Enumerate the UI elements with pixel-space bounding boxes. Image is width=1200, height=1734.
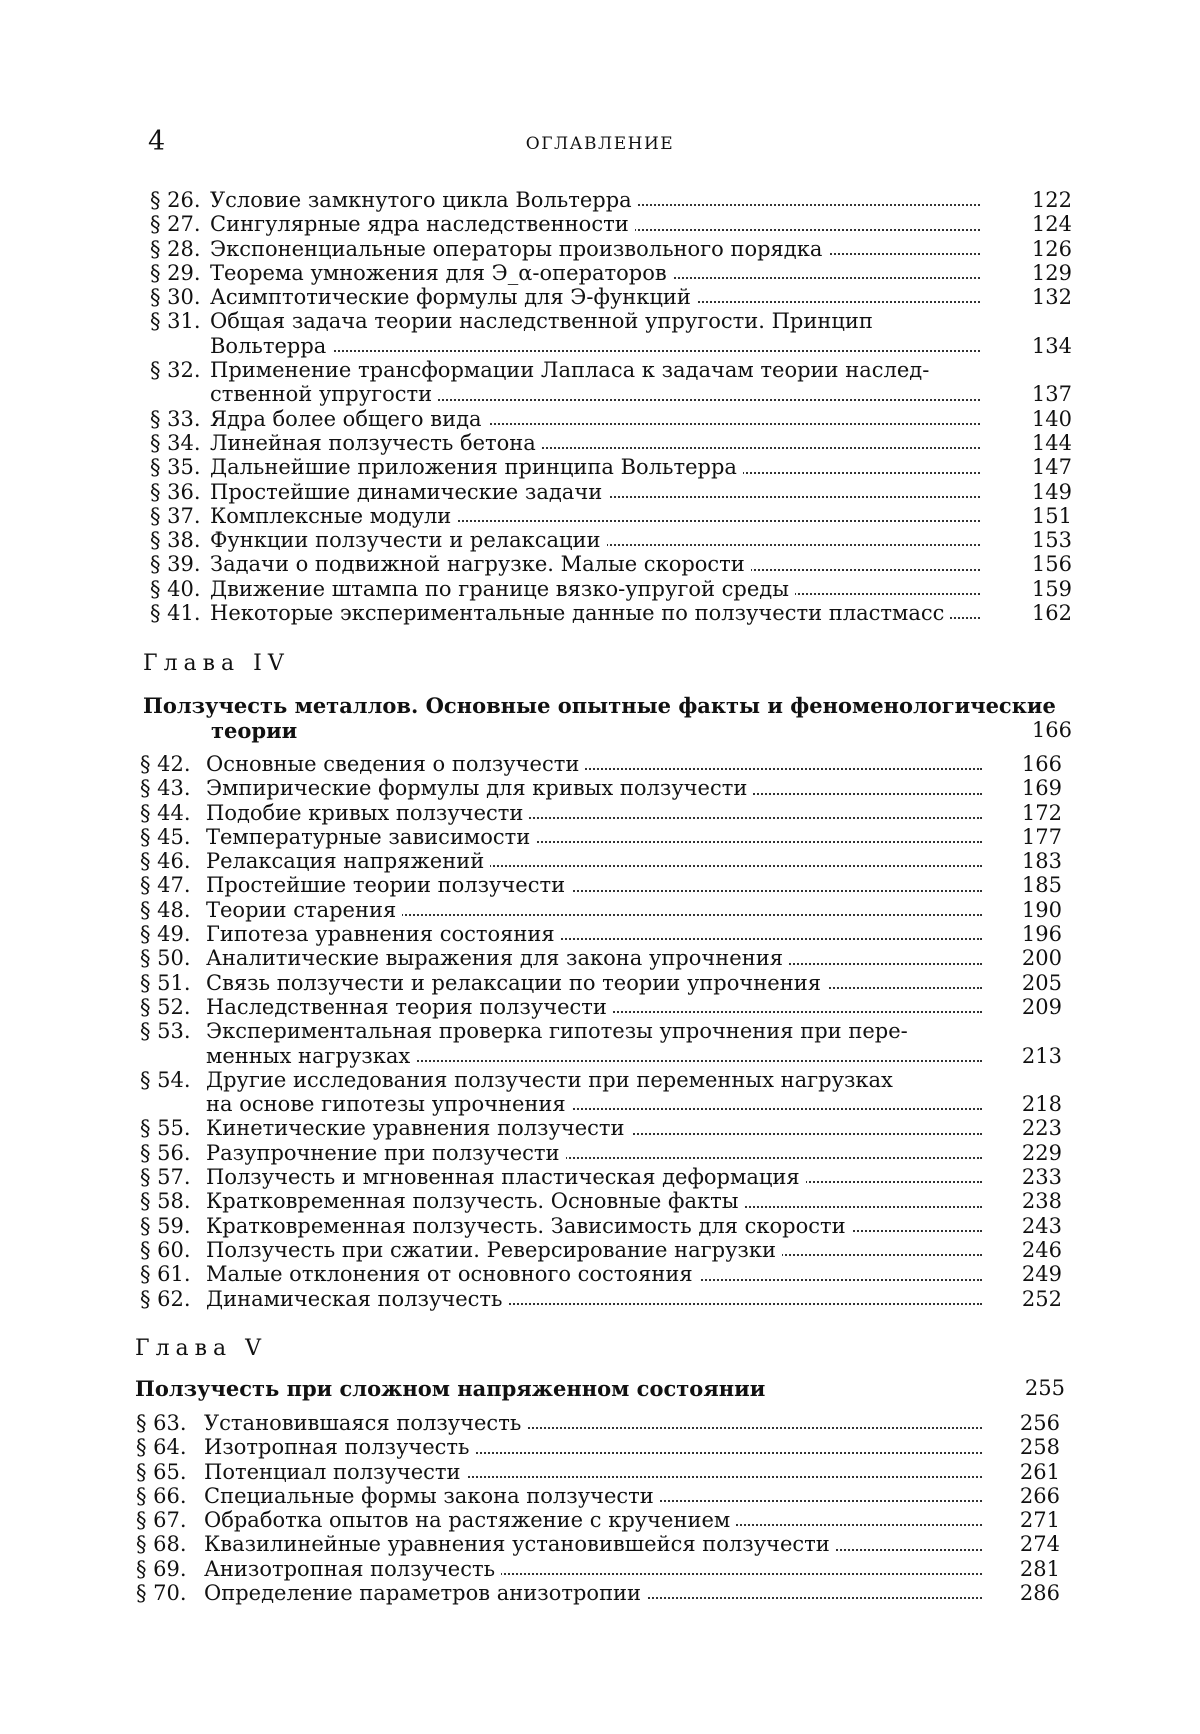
section-number: § 55. bbox=[140, 1116, 191, 1141]
page-ref: 196 bbox=[1021, 922, 1062, 947]
toc-entry bbox=[0, 1435, 1200, 1459]
section-number: § 30. bbox=[150, 285, 201, 310]
entry-title-wrap bbox=[210, 237, 980, 261]
toc-entry bbox=[0, 188, 1200, 212]
entry-title: Аналитические выражения для закона упрочнения bbox=[206, 946, 789, 970]
entry-title-wrap bbox=[210, 504, 980, 528]
entry-title: Малые отклонения от основного состояния bbox=[206, 1262, 699, 1286]
page-ref: 246 bbox=[1021, 1237, 1062, 1262]
toc-entry bbox=[0, 1019, 1200, 1043]
entry-title: Связь ползучести и релаксации по теории упрочнения bbox=[206, 971, 827, 995]
toc-entry bbox=[0, 1484, 1200, 1508]
entry-title-wrap bbox=[206, 898, 982, 922]
toc-entry bbox=[0, 431, 1200, 455]
toc-entry bbox=[0, 873, 1200, 897]
section-number: § 42. bbox=[140, 752, 191, 776]
entry-title-wrap bbox=[206, 946, 982, 970]
toc-entry bbox=[0, 504, 1200, 528]
section-number: § 26. bbox=[150, 188, 201, 212]
entry-title-wrap bbox=[206, 995, 982, 1019]
entry-title-wrap bbox=[204, 1532, 982, 1556]
entry-title: Кратковременная ползучесть. Основные факты bbox=[206, 1189, 744, 1213]
section-number: § 58. bbox=[140, 1189, 191, 1214]
entry-title-wrap bbox=[210, 382, 980, 406]
entry-title-wrap bbox=[206, 825, 982, 849]
toc-entry bbox=[0, 261, 1200, 285]
entry-title: Определение параметров анизотропии bbox=[204, 1581, 647, 1605]
page-ref: 238 bbox=[1021, 1189, 1062, 1214]
page-ref: 144 bbox=[1031, 430, 1072, 455]
toc-entry bbox=[0, 1508, 1200, 1532]
toc-entry bbox=[0, 922, 1200, 946]
section-number: § 31. bbox=[150, 309, 201, 334]
entry-title: Комплексные модули bbox=[210, 504, 457, 528]
entry-title: Некоторые экспериментальные данные по ползучести пластмасс bbox=[210, 601, 950, 625]
page-ref: 129 bbox=[1031, 260, 1072, 285]
entry-title: Другие исследования ползучести при переменных нагрузках bbox=[206, 1068, 899, 1092]
entry-title: Гипотеза уравнения состояния bbox=[206, 922, 561, 946]
toc-entry bbox=[0, 309, 1200, 333]
entry-title: Обработка опытов на растяжение с кручением bbox=[204, 1508, 736, 1532]
entry-title: Теорема умножения для Э_α-операторов bbox=[210, 261, 673, 285]
entry-title-wrap bbox=[210, 261, 980, 285]
section-number: § 54. bbox=[140, 1067, 191, 1092]
toc-entry bbox=[0, 849, 1200, 873]
page-ref: 256 bbox=[1019, 1411, 1060, 1435]
section-number: § 56. bbox=[140, 1140, 191, 1165]
page-ref: 177 bbox=[1021, 824, 1062, 849]
page-ref: 132 bbox=[1031, 285, 1072, 310]
entry-title-wrap bbox=[206, 1141, 982, 1165]
entry-title: Изотропная ползучесть bbox=[204, 1435, 475, 1459]
section-number: § 45. bbox=[140, 824, 191, 849]
entry-title: ственной упругости bbox=[210, 382, 438, 406]
section-number: § 51. bbox=[140, 970, 191, 995]
entry-title: Простейшие теории ползучести bbox=[206, 873, 571, 897]
toc-entry bbox=[0, 995, 1200, 1019]
page-ref: 122 bbox=[1031, 188, 1072, 212]
section-number: § 64. bbox=[136, 1435, 187, 1460]
toc-entry bbox=[0, 601, 1200, 625]
section-number: § 44. bbox=[140, 800, 191, 825]
entry-title: на основе гипотезы упрочнения bbox=[206, 1092, 572, 1116]
toc-entry bbox=[0, 577, 1200, 601]
toc-entry bbox=[0, 1532, 1200, 1556]
section-number: § 68. bbox=[136, 1532, 187, 1557]
section-number: § 36. bbox=[150, 479, 201, 504]
section-number: § 40. bbox=[150, 576, 201, 601]
toc-entry bbox=[0, 528, 1200, 552]
page-header bbox=[0, 126, 1200, 166]
toc-entry bbox=[0, 898, 1200, 922]
chapter-page-number: 255 bbox=[1024, 1376, 1065, 1400]
page-ref: 185 bbox=[1021, 873, 1062, 898]
page-ref: 162 bbox=[1031, 601, 1072, 626]
page-ref: 281 bbox=[1019, 1556, 1060, 1581]
toc-entry bbox=[0, 1262, 1200, 1286]
entry-title-wrap bbox=[204, 1484, 982, 1508]
section-number: § 28. bbox=[150, 236, 201, 261]
page-ref: 223 bbox=[1021, 1116, 1062, 1141]
toc-entry bbox=[0, 1044, 1200, 1068]
entry-title-wrap bbox=[206, 1189, 982, 1213]
page-ref: 271 bbox=[1019, 1508, 1060, 1533]
entry-title-wrap bbox=[206, 1287, 982, 1311]
entry-title-wrap bbox=[204, 1435, 982, 1459]
entry-title: Линейная ползучесть бетона bbox=[210, 431, 542, 455]
entry-title: Квазилинейные уравнения установившейся ползучести bbox=[204, 1532, 836, 1556]
page-ref: 261 bbox=[1019, 1459, 1060, 1484]
page-ref: 243 bbox=[1021, 1213, 1062, 1238]
section-number: § 47. bbox=[140, 873, 191, 898]
entry-title-wrap bbox=[206, 752, 982, 776]
toc-entry bbox=[0, 1068, 1200, 1092]
page-ref: 286 bbox=[1019, 1581, 1060, 1606]
entry-title: Подобие кривых ползучести bbox=[206, 801, 529, 825]
toc-entry bbox=[0, 1557, 1200, 1581]
entry-title-wrap bbox=[206, 776, 982, 800]
toc-entry bbox=[0, 1116, 1200, 1140]
page-ref: 266 bbox=[1019, 1483, 1060, 1508]
entry-title: Кинетические уравнения ползучести bbox=[206, 1116, 631, 1140]
page-ref: 149 bbox=[1031, 479, 1072, 504]
entry-title-wrap bbox=[210, 528, 980, 552]
section-number: § 46. bbox=[140, 849, 191, 874]
toc-entry bbox=[0, 752, 1200, 776]
entry-title-wrap bbox=[210, 601, 980, 625]
page-ref: 166 bbox=[1021, 752, 1062, 776]
page-ref: 169 bbox=[1021, 776, 1062, 801]
entry-title-wrap bbox=[204, 1460, 982, 1484]
section-number: § 70. bbox=[136, 1581, 187, 1606]
section-number: § 69. bbox=[136, 1556, 187, 1581]
section-number: § 59. bbox=[140, 1213, 191, 1238]
entry-title: Дальнейшие приложения принципа Вольтерра bbox=[210, 455, 743, 479]
page-number: 4 bbox=[148, 126, 166, 157]
entry-title-wrap bbox=[206, 1044, 982, 1068]
toc-entry bbox=[0, 212, 1200, 236]
section-number: § 32. bbox=[150, 358, 201, 383]
page-ref: 213 bbox=[1021, 1043, 1062, 1068]
page-ref: 200 bbox=[1021, 946, 1062, 971]
section-number: § 48. bbox=[140, 897, 191, 922]
toc-block-chapter3-tail bbox=[0, 188, 1200, 625]
entry-title: Температурные зависимости bbox=[206, 825, 536, 849]
section-number: § 52. bbox=[140, 994, 191, 1019]
toc-entry bbox=[0, 1581, 1200, 1605]
page-ref: 258 bbox=[1019, 1435, 1060, 1460]
entry-title-wrap bbox=[206, 1238, 982, 1262]
entry-title-wrap bbox=[206, 1068, 982, 1092]
entry-title-wrap bbox=[210, 577, 980, 601]
page-ref: 183 bbox=[1021, 849, 1062, 874]
chapter-page-number: 166 bbox=[1031, 718, 1072, 742]
entry-title: Функции ползучести и релаксации bbox=[210, 528, 607, 552]
entry-title: Потенциал ползучести bbox=[204, 1460, 467, 1484]
toc-entry bbox=[0, 801, 1200, 825]
section-number: § 37. bbox=[150, 503, 201, 528]
entry-title: Теории старения bbox=[206, 898, 402, 922]
entry-title: Наследственная теория ползучести bbox=[206, 995, 613, 1019]
section-number: § 50. bbox=[140, 946, 191, 971]
chapter-label: Глава IV bbox=[143, 651, 290, 676]
entry-title: Основные сведения о ползучести bbox=[206, 752, 585, 776]
entry-title: Ядра более общего вида bbox=[210, 407, 488, 431]
entry-title-wrap bbox=[206, 849, 982, 873]
page-ref: 137 bbox=[1031, 382, 1072, 407]
toc-entry bbox=[0, 946, 1200, 970]
section-number: § 33. bbox=[150, 406, 201, 431]
entry-title-wrap bbox=[204, 1581, 982, 1605]
entry-title-wrap bbox=[206, 1165, 982, 1189]
section-number: § 53. bbox=[140, 1019, 191, 1044]
entry-title: Асимптотические формулы для Э-функций bbox=[210, 285, 697, 309]
entry-title: Условие замкнутого цикла Вольтерра bbox=[210, 188, 638, 212]
page-ref: 126 bbox=[1031, 236, 1072, 261]
entry-title: Экспериментальная проверка гипотезы упрочнения при пере- bbox=[206, 1019, 914, 1043]
toc-entry bbox=[0, 455, 1200, 479]
section-number: § 35. bbox=[150, 455, 201, 480]
entry-title: Динамическая ползучесть bbox=[206, 1287, 508, 1311]
section-number: § 39. bbox=[150, 552, 201, 577]
section-number: § 62. bbox=[140, 1286, 191, 1311]
page-ref: 140 bbox=[1031, 406, 1072, 431]
section-number: § 66. bbox=[136, 1483, 187, 1508]
entry-title: Простейшие динамические задачи bbox=[210, 480, 608, 504]
chapter-title-line: Ползучесть металлов. Основные опытные факты и феноменологические bbox=[143, 693, 1056, 718]
entry-title-wrap bbox=[206, 1019, 982, 1043]
entry-title-wrap bbox=[210, 480, 980, 504]
section-number: § 57. bbox=[140, 1165, 191, 1190]
toc-entry bbox=[0, 776, 1200, 800]
entry-title-wrap bbox=[206, 873, 982, 897]
toc-entry bbox=[0, 825, 1200, 849]
entry-title-wrap bbox=[206, 1214, 982, 1238]
toc-entry bbox=[0, 480, 1200, 504]
toc-entry bbox=[0, 1460, 1200, 1484]
toc-entry bbox=[0, 1287, 1200, 1311]
toc-entry bbox=[0, 1238, 1200, 1262]
section-number: § 34. bbox=[150, 430, 201, 455]
section-number: § 63. bbox=[136, 1411, 187, 1435]
entry-title-wrap bbox=[210, 212, 980, 236]
entry-title-wrap bbox=[210, 285, 980, 309]
page-ref: 249 bbox=[1021, 1262, 1062, 1287]
page-ref: 147 bbox=[1031, 455, 1072, 480]
toc-entry bbox=[0, 1189, 1200, 1213]
page-ref: 218 bbox=[1021, 1092, 1062, 1117]
section-number: § 27. bbox=[150, 212, 201, 237]
chapter-title bbox=[135, 1376, 1065, 1401]
entry-title: Общая задача теории наследственной упругости. Принцип bbox=[210, 309, 879, 333]
chapter-label: Глава V bbox=[135, 1336, 268, 1361]
chapter-title-line: Ползучесть при сложном напряженном состоянии bbox=[135, 1376, 766, 1401]
entry-title-wrap bbox=[210, 309, 980, 333]
entry-title-wrap bbox=[210, 431, 980, 455]
entry-title-wrap bbox=[204, 1557, 982, 1581]
page-ref: 124 bbox=[1031, 212, 1072, 237]
entry-title-wrap bbox=[210, 358, 980, 382]
toc-block-chapter4 bbox=[0, 752, 1200, 1311]
entry-title: Специальные формы закона ползучести bbox=[204, 1484, 660, 1508]
entry-title: Анизотропная ползучесть bbox=[204, 1557, 501, 1581]
entry-title-wrap bbox=[206, 971, 982, 995]
entry-title: Вольтерра bbox=[210, 334, 332, 358]
entry-title: Движение штампа по границе вязко-упругой среды bbox=[210, 577, 795, 601]
entry-title-wrap bbox=[206, 922, 982, 946]
toc-entry bbox=[0, 358, 1200, 382]
entry-title: Применение трансформации Лапласа к задачам теории наслед- bbox=[210, 358, 935, 382]
section-number: § 67. bbox=[136, 1508, 187, 1533]
toc-entry bbox=[0, 285, 1200, 309]
page-ref: 190 bbox=[1021, 897, 1062, 922]
page-ref: 134 bbox=[1031, 333, 1072, 358]
entry-title: Задачи о подвижной нагрузке. Малые скорости bbox=[210, 552, 751, 576]
entry-title: Ползучесть при сжатии. Реверсирование нагрузки bbox=[206, 1238, 782, 1262]
page-ref: 252 bbox=[1021, 1286, 1062, 1311]
page-ref: 151 bbox=[1031, 503, 1072, 528]
entry-title: менных нагрузках bbox=[206, 1044, 416, 1068]
section-number: § 41. bbox=[150, 601, 201, 626]
section-number: § 43. bbox=[140, 776, 191, 801]
page-ref: 233 bbox=[1021, 1165, 1062, 1190]
toc-block-chapter5 bbox=[0, 1411, 1200, 1605]
entry-title: Экспоненциальные операторы произвольного порядка bbox=[210, 237, 828, 261]
section-number: § 60. bbox=[140, 1237, 191, 1262]
section-number: § 29. bbox=[150, 260, 201, 285]
chapter-title bbox=[143, 693, 1072, 743]
entry-title-wrap bbox=[206, 1262, 982, 1286]
page-ref: 156 bbox=[1031, 552, 1072, 577]
page-ref: 209 bbox=[1021, 994, 1062, 1019]
entry-title: Кратковременная ползучесть. Зависимость для скорости bbox=[206, 1214, 852, 1238]
section-number: § 49. bbox=[140, 922, 191, 947]
entry-title: Сингулярные ядра наследственности bbox=[210, 212, 635, 236]
page-ref: 153 bbox=[1031, 528, 1072, 553]
page-ref: 159 bbox=[1031, 576, 1072, 601]
entry-title-wrap bbox=[210, 455, 980, 479]
toc-entry bbox=[0, 1411, 1200, 1435]
page-ref: 172 bbox=[1021, 800, 1062, 825]
entry-title: Разупрочнение при ползучести bbox=[206, 1141, 566, 1165]
entry-title-wrap bbox=[210, 407, 980, 431]
toc-entry bbox=[0, 237, 1200, 261]
section-number: § 65. bbox=[136, 1459, 187, 1484]
toc-entry bbox=[0, 971, 1200, 995]
entry-title: Эмпирические формулы для кривых ползучести bbox=[206, 776, 753, 800]
toc-entry bbox=[0, 1092, 1200, 1116]
entry-title: Ползучесть и мгновенная пластическая деформация bbox=[206, 1165, 806, 1189]
running-title: ОГЛАВЛЕНИЕ bbox=[525, 134, 675, 154]
section-number: § 38. bbox=[150, 528, 201, 553]
page-ref: 205 bbox=[1021, 970, 1062, 995]
entry-title-wrap bbox=[206, 801, 982, 825]
chapter-title-line: теории bbox=[211, 718, 298, 743]
entry-title: Установившаяся ползучесть bbox=[204, 1411, 527, 1435]
entry-title-wrap bbox=[210, 334, 980, 358]
page-ref: 229 bbox=[1021, 1140, 1062, 1165]
toc-entry bbox=[0, 382, 1200, 406]
page-ref: 274 bbox=[1019, 1532, 1060, 1557]
entry-title-wrap bbox=[204, 1508, 982, 1532]
entry-title-wrap bbox=[206, 1116, 982, 1140]
entry-title-wrap bbox=[206, 1092, 982, 1116]
toc-entry bbox=[0, 552, 1200, 576]
entry-title-wrap bbox=[210, 552, 980, 576]
toc-entry bbox=[0, 334, 1200, 358]
section-number: § 61. bbox=[140, 1262, 191, 1287]
entry-title: Релаксация напряжений bbox=[206, 849, 490, 873]
toc-entry bbox=[0, 1141, 1200, 1165]
entry-title-wrap bbox=[210, 188, 980, 212]
toc-entry bbox=[0, 1165, 1200, 1189]
toc-entry bbox=[0, 1214, 1200, 1238]
toc-entry bbox=[0, 407, 1200, 431]
entry-title-wrap bbox=[204, 1411, 982, 1435]
